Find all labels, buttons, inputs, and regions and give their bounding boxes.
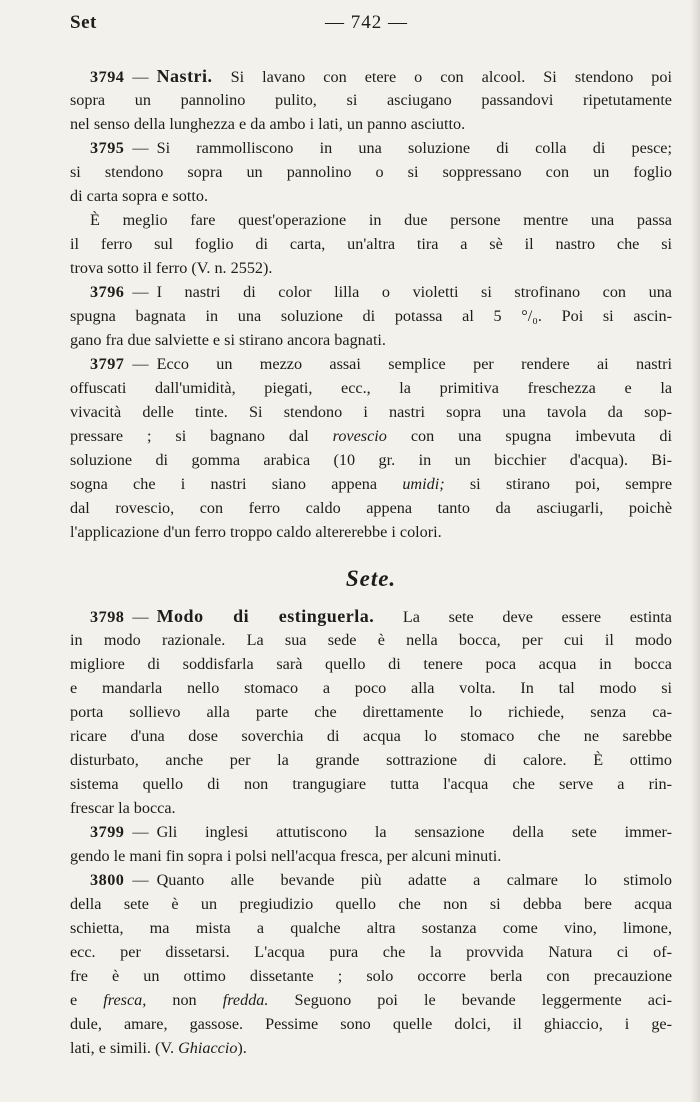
entry-text: sopra un pannolino pulito, si asciugano passandovi ripetutamente <box>70 91 672 109</box>
entry-text: migliore di soddisfarla sarà quello di tenere poca acqua in bocca <box>70 655 672 673</box>
entry-text: Si rammolliscono in una soluzione di colla di pesce; <box>156 139 672 157</box>
entry-number: 3799 <box>90 823 125 841</box>
entry-text: con una spugna imbevuta di <box>410 427 672 445</box>
entry-text: si stendono sopra un pannolino o si soppressano con un foglio <box>70 163 672 181</box>
entry-text: vivacità delle tinte. Si stendono i nastri sopra una tavola da sop- <box>70 403 672 421</box>
entry-text: e mandarla nello stomaco a poco alla volta. In tal modo si <box>70 679 672 697</box>
entry-text: disturbato, anche per la grande sottrazione di calore. È ottimo <box>70 751 672 769</box>
entry-number: 3798 <box>90 608 125 626</box>
entry-text: Gli inglesi attutiscono la sensazione della sete immer- <box>156 823 672 841</box>
entry-3794: 3794 — Nastri. Si lavano con etere o con alcool. Si stendono poi sopra un pannolino pulito, si asciugano passandovi ripetutamente nel senso della lunghezza e da ambo i lati, un panno asciutto. <box>70 64 672 136</box>
entry-text: e <box>70 991 78 1009</box>
entry-text: spugna bagnata in una soluzione di potassa al 5 °/₀. Poi si ascin- <box>70 307 672 325</box>
entry-text: ecc. per dissetarsi. L'acqua pura che la provvida Natura ci of- <box>70 943 672 961</box>
entry-text: fre è un ottimo dissetante ; solo occorre berla con precauzione <box>70 967 672 985</box>
entry-number: 3795 <box>90 139 125 157</box>
entry-text: in modo razionale. La sua sede è nella bocca, per cui il modo <box>70 631 672 649</box>
entry-text: gano fra due salviette e si stirano ancora bagnati. <box>70 331 386 349</box>
entry-text: offuscati dall'umidità, piegati, ecc., la primitiva freschezza e la <box>70 379 672 397</box>
italic-term: fresca, <box>103 991 147 1009</box>
entry-3800: 3800 — Quanto alle bevande più adatte a calmare lo stimolo della sete è un pregiudizio quello che non si debba bere acqua schietta, ma mista a qualche altra sostanza come vino, limone, ecc. per dissetarsi. L'acqua pura che la provvida Natura ci of- fre è un ottimo dissetante ; solo occorre berla con precauzione e fresca, non fredda. Seguono poi le bevande leggermente aci- dule, amare, gassose. Pessime sono quelle dolci, il ghiaccio, i ge- lati, e simili. (V. Ghiaccio). <box>70 871 673 1057</box>
section-heading: Sete. <box>345 566 397 591</box>
entry-number: 3797 <box>90 355 125 373</box>
entry-3795: 3795 — Si rammolliscono in una soluzione di colla di pesce; si stendono sopra un pannolino o si soppressano con un foglio di carta sopra e sotto. È meglio fare quest'operazione in due persone mentre una passa il ferro sul foglio di carta, un'altra tira a sè il nastro che si trova sotto il ferro (V. n. 2552). <box>70 136 672 280</box>
entry-title: Modo di estinguerla. <box>156 606 375 626</box>
entry-text: ricare d'una dose soverchia di acqua lo stomaco che ne sarebbe <box>70 727 672 745</box>
entry-text: porta sollievo alla parte che direttamente lo richiede, senza ca- <box>70 703 672 721</box>
entry-text: trova sotto il ferro (V. n. 2552). <box>70 259 273 277</box>
entry-number: 3796 <box>90 283 125 301</box>
entry-text: dule, amare, gassose. Pessime sono quelle dolci, il ghiaccio, i ge- <box>70 1015 672 1033</box>
entry-text: il ferro sul foglio di carta, un'altra tira a sè il nastro che si <box>70 235 672 253</box>
entry-text: di carta sopra e sotto. <box>70 187 208 205</box>
entry-text: gendo le mani fin sopra i polsi nell'acqua fresca, per alcuni minuti. <box>70 847 502 865</box>
entry-text: della sete è un pregiudizio quello che non si debba bere acqua <box>70 895 672 913</box>
entry-text: pressare ; si bagnano dal <box>70 427 309 445</box>
entry-text: Ecco un mezzo assai semplice per rendere ai nastri <box>156 355 672 373</box>
entry-title: Nastri. <box>156 66 213 86</box>
entry-number: 3794 <box>90 68 125 86</box>
page-number: — 742 — <box>325 12 408 33</box>
entry-text: sistema quello di non trangugiare tutta l'acqua che serve a rin- <box>70 775 672 793</box>
cross-reference: Ghiaccio <box>178 1039 238 1057</box>
entry-text: si stirano poi, sempre <box>469 475 673 493</box>
entry-text: sogna che i nastri siano appena <box>70 475 378 493</box>
entry-text: l'applicazione d'un ferro troppo caldo altererebbe i colori. <box>70 523 442 541</box>
entry-text: nel senso della lunghezza e da ambo i lati, un panno asciutto. <box>70 115 466 133</box>
entry-text: Si lavano con etere o con alcool. Si stendono poi <box>230 68 672 86</box>
entry-3799: 3799 — Gli inglesi attutiscono la sensazione della sete immer- gendo le mani fin sopra i polsi nell'acqua fresca, per alcuni minuti. <box>70 820 672 868</box>
entry-text: La sete deve essere estinta <box>402 608 672 626</box>
entry-text: soluzione di gomma arabica (10 gr. in un bicchier d'acqua). Bi- <box>70 451 672 469</box>
entry-text: ). <box>237 1039 247 1057</box>
italic-term: umidi; <box>402 475 445 493</box>
entry-3798: 3798 — Modo di estinguerla. La sete deve essere estinta in modo razionale. La sua sede è nella bocca, per cui il modo migliore di soddisfarla sarà quello di tenere poca acqua in bocca e mandarla nello stomaco a poco alla volta. In tal modo si porta sollievo alla parte che direttamente lo richiede, senza ca- ricare d'una dose soverchia di acqua lo stomaco che ne sarebbe disturbato, anche per la grande sottrazione di calore. È ottimo sistema quello di non trangugiare tutta l'acqua che serve a rin- frescar la bocca. <box>70 604 672 820</box>
entry-text: Quanto alle bevande più adatte a calmare lo stimolo <box>156 871 672 889</box>
entry-text: frescar la bocca. <box>70 799 176 817</box>
entry-text: lati, e simili. (V. <box>70 1039 175 1057</box>
italic-term: rovescio <box>332 427 387 445</box>
entry-3797: 3797 — Ecco un mezzo assai semplice per rendere ai nastri offuscati dall'umidità, piegati, ecc., la primitiva freschezza e la vivacità delle tinte. Si stendono i nastri sopra una tavola da sop- pressare ; si bagnano dal rovescio con una spugna imbevuta di soluzione di gomma arabica (10 gr. in un bicchier d'acqua). Bi- sogna che i nastri siano appena umidi; si stirano poi, sempre dal rovescio, con ferro caldo appena tanto da asciugarli, poichè l'applicazione d'un ferro troppo caldo altererebbe i colori. <box>70 352 672 544</box>
entry-text: Seguono poi le bevande leggermente aci- <box>294 991 673 1009</box>
entry-number: 3800 <box>90 871 125 889</box>
entry-text: non <box>172 991 197 1009</box>
header-section-word: Set <box>70 12 97 33</box>
entry-text: I nastri di color lilla o violetti si strofinano con una <box>156 283 672 301</box>
entry-text: dal rovescio, con ferro caldo appena tanto da asciugarli, poichè <box>70 499 672 517</box>
entry-text: È meglio fare quest'operazione in due persone mentre una passa <box>90 211 672 229</box>
entry-text: schietta, ma mista a qualche altra sostanza come vino, limone, <box>70 919 672 937</box>
italic-term: fredda. <box>222 991 269 1009</box>
page-edge-shadow <box>690 0 700 1102</box>
entry-3796: 3796 — I nastri di color lilla o violetti si strofinano con una spugna bagnata in una soluzione di potassa al 5 °/₀. Poi si ascin- gano fra due salviette e si stirano ancora bagnati. <box>70 280 672 352</box>
running-header <box>70 12 672 36</box>
